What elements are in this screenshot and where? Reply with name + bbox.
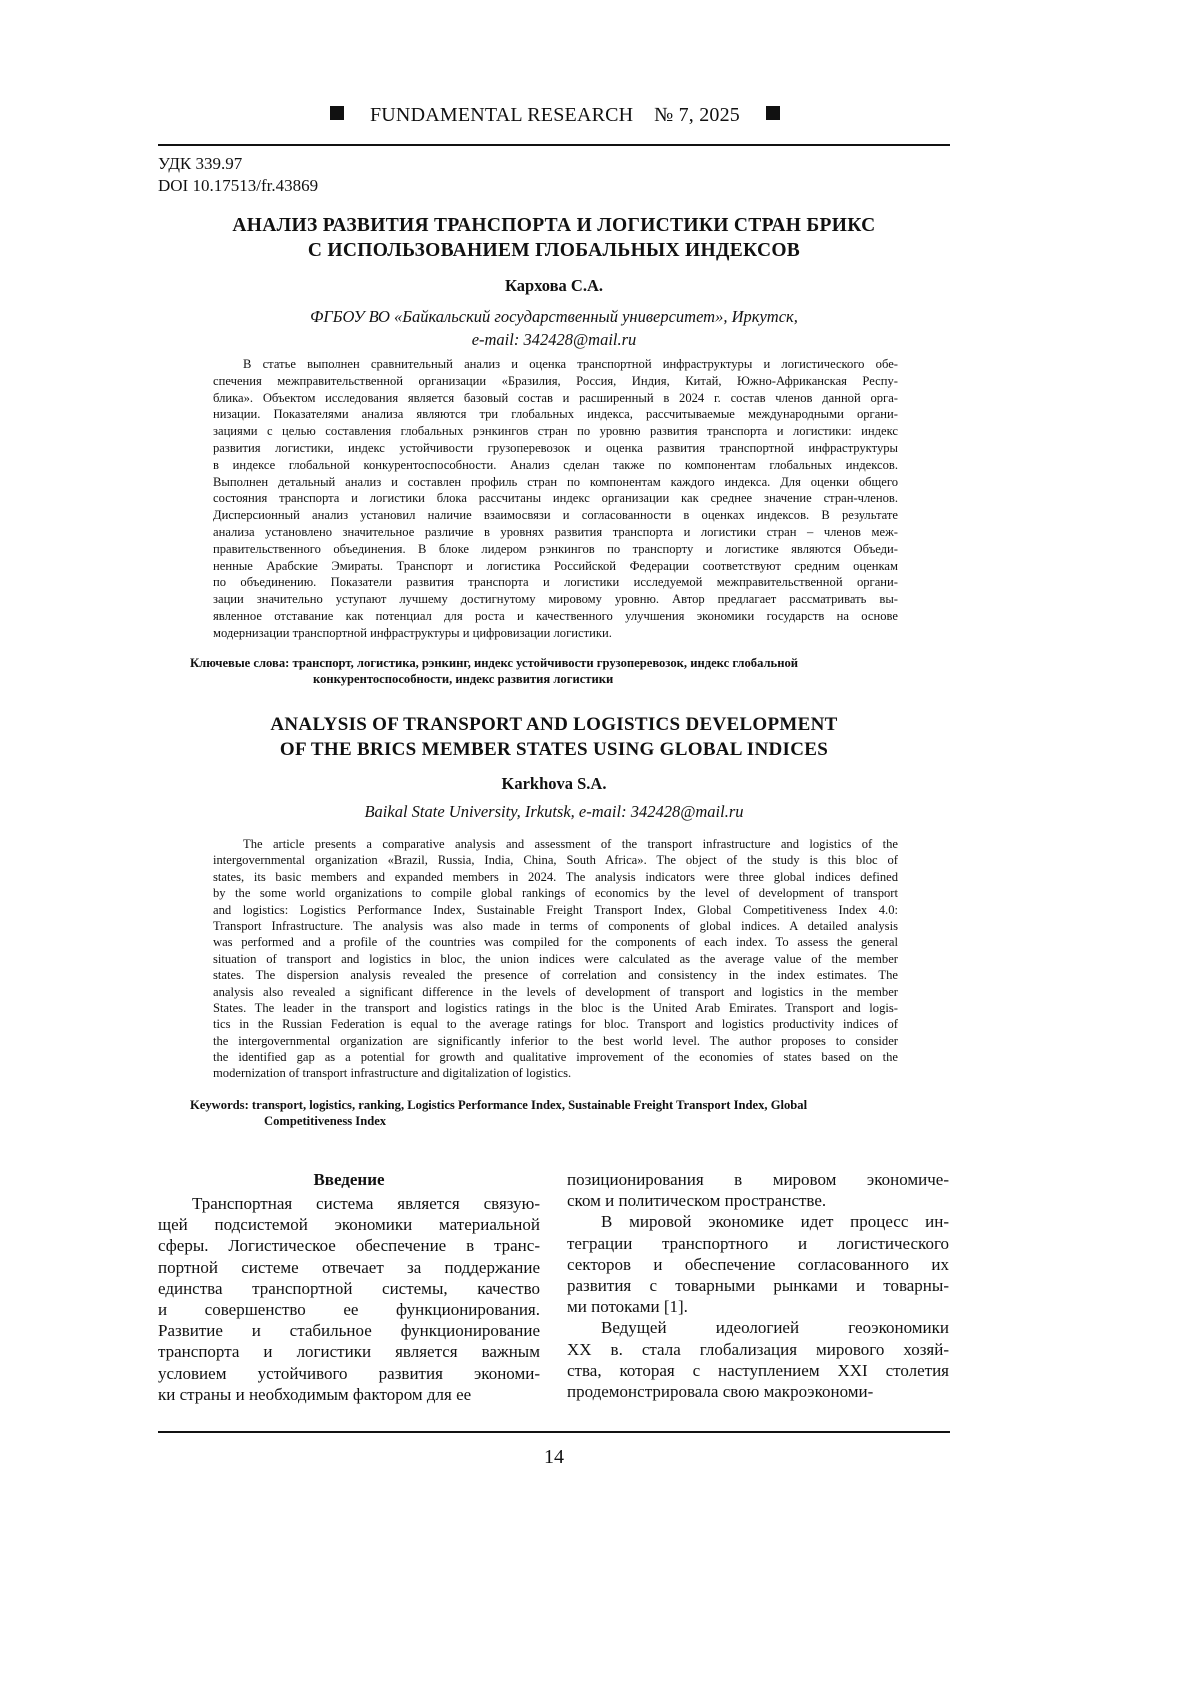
text-line: развития с товарными рынками и товарны- <box>567 1275 949 1296</box>
text-line: analysis also revealed a significant difference in the levels of development of transport and logistics in the member <box>213 984 898 1000</box>
text-line: анализа установлено значительное различие в уровнях развития транспорта и логистики стран – членов меж- <box>213 524 898 541</box>
ru-affiliation <box>158 305 950 351</box>
body-left-column <box>158 1169 540 1405</box>
text-line: Дисперсионный анализ установил наличие взаимосвязи и согласованности в оценках индексов. В результате <box>213 507 898 524</box>
ru-keywords-line: конкурентоспособности, индекс развития логистики <box>190 671 930 687</box>
text-line: Ведущей идеологией геоэкономики <box>567 1317 949 1338</box>
text-line: позиционирования в мировом экономиче- <box>567 1169 949 1190</box>
text-line: спечения межправительственной организации «Бразилия, Россия, Индия, Китай, Южно-Африканская Респу- <box>213 373 898 390</box>
en-keywords-line: Keywords: transport, logistics, ranking, Logistics Performance Index, Sustainable Freight Transport Index, Global <box>190 1097 930 1113</box>
body-right-column <box>567 1169 949 1402</box>
text-line: ми потоками [1]. <box>567 1296 949 1317</box>
text-line: and logistics: Logistics Performance Index, Sustainable Freight Transport Index, Global Competitiveness Index 4.0: <box>213 902 898 918</box>
en-affiliation: Baikal State University, Irkutsk, e-mail: 342428@mail.ru <box>158 800 950 823</box>
udc-code: УДК 339.97 <box>158 153 318 175</box>
text-line: the intergovernmental organization are significantly inferior to the best world level. The author proposes to consider <box>213 1033 898 1049</box>
issue-number: № 7, 2025 <box>654 104 740 126</box>
text-line: was performed and a profile of the countries was compiled for the components of each index. To assess the general <box>213 934 898 950</box>
text-line: низации. Показателями анализа являются три глобальных индекса, рассчитываемые международными органи- <box>213 406 898 423</box>
text-line: единства транспортной системы, качество <box>158 1278 540 1299</box>
en-abstract <box>213 836 898 1082</box>
text-line: продемонстрировала свою макроэкономи- <box>567 1381 949 1402</box>
text-line: В мировой экономике идет процесс ин- <box>567 1211 949 1232</box>
text-line: ском и политическом пространстве. <box>567 1190 949 1211</box>
ru-author: Кархова С.А. <box>158 276 950 296</box>
footer-rule <box>158 1431 950 1433</box>
en-author: Karkhova S.A. <box>158 774 950 794</box>
section-heading: Введение <box>158 1169 540 1193</box>
article-meta <box>158 153 318 197</box>
text-line: щей подсистемой экономики материальной <box>158 1214 540 1235</box>
text-line: сферы. Логистическое обеспечение в транс- <box>158 1235 540 1256</box>
text-line: States. The leader in the transport and logistics ratings in the bloc is the United Arab Emirates. Transport and logis- <box>213 1000 898 1016</box>
text-line: Transport Infrastructure. The analysis was also made in terms of components of global indices. A detailed analysis <box>213 918 898 934</box>
text-line: В статье выполнен сравнительный анализ и оценка транспортной инфраструктуры и логистического обе- <box>213 356 898 373</box>
ru-abstract <box>213 356 898 642</box>
square-bullet-icon <box>330 106 344 120</box>
ru-affiliation-line: ФГБОУ ВО «Байкальский государственный университет», Иркутск, <box>158 305 950 328</box>
ru-title <box>158 213 950 263</box>
text-line: The article presents a comparative analysis and assessment of the transport infrastructure and logistics of the <box>213 836 898 852</box>
en-keywords-line: Competitiveness Index <box>190 1113 930 1129</box>
doi: DOI 10.17513/fr.43869 <box>158 175 318 197</box>
text-line: блика». Объектом исследования является базовый состав и расширенный в 2024 г. состав членов данной орга- <box>213 390 898 407</box>
en-title-line: ANALYSIS OF TRANSPORT AND LOGISTICS DEVELOPMENT <box>158 712 950 737</box>
text-line: портной системе отвечает за поддержание <box>158 1257 540 1278</box>
text-line: развития логистики, индекс устойчивости грузоперевозок и оценка развития транспортной инфраструктуры <box>213 440 898 457</box>
text-line: states, its basic members and expanded members in 2024. The analysis indicators were three global indices defined <box>213 869 898 885</box>
text-line: по объединению. Показатели развития транспорта и логистики исследуемой межправительственной органи- <box>213 574 898 591</box>
ru-title-line: АНАЛИЗ РАЗВИТИЯ ТРАНСПОРТА И ЛОГИСТИКИ СТРАН БРИКС <box>158 213 950 238</box>
journal-name: FUNDAMENTAL RESEARCH <box>370 104 633 126</box>
text-line: правительственного объединения. В блоке лидером рэнкингов по транспорту и логистике являются Объеди- <box>213 541 898 558</box>
en-title-line: OF THE BRICS MEMBER STATES USING GLOBAL INDICES <box>158 737 950 762</box>
text-line: Развитие и стабильное функционирование <box>158 1320 540 1341</box>
text-line: зациями с целью составления глобальных рэнкингов стран по уровню развития транспорта и логистики: индекс <box>213 423 898 440</box>
ru-keywords <box>190 655 930 687</box>
text-line: tics in the Russian Federation is equal to the average ratings for bloc. Transport and logistics productivity indices of <box>213 1016 898 1032</box>
text-line: состояния транспорта и логистики блока рассчитаны индекс организации как среднее значение стран-членов. <box>213 490 898 507</box>
text-line: by the some world organizations to compile global rankings of economics by the level of development of transport <box>213 885 898 901</box>
text-line: в индексе глобальной конкурентоспособности. Анализ сделан также по компонентам глобальных индексов. <box>213 457 898 474</box>
en-title <box>158 712 950 762</box>
en-keywords <box>190 1097 930 1129</box>
ru-title-line: С ИСПОЛЬЗОВАНИЕМ ГЛОБАЛЬНЫХ ИНДЕКСОВ <box>158 238 950 263</box>
text-line: Транспортная система является связую- <box>158 1193 540 1214</box>
header-rule <box>158 144 950 146</box>
left-column-text <box>158 1193 540 1405</box>
text-line: транспорта и логистики является важным <box>158 1341 540 1362</box>
square-bullet-icon <box>766 106 780 120</box>
text-line: секторов и обеспечение согласованного их <box>567 1254 949 1275</box>
ru-email: e-mail: 342428@mail.ru <box>158 328 950 351</box>
text-line: ства, которая с наступлением XXI столетия <box>567 1360 949 1381</box>
text-line: модернизации транспортной инфраструктуры и цифровизации логистики. <box>213 625 898 642</box>
text-line: зации значительно уступают лучшему достигнутому мировому уровню. Автор предлагает рассматривать вы- <box>213 591 898 608</box>
text-line: Выполнен детальный анализ и составлен профиль стран по компонентам каждого индекса. Для оценки общего <box>213 474 898 491</box>
text-line: явленное отставание как потенциал для роста и качественного улучшения экономики государств на основе <box>213 608 898 625</box>
text-line: the identified gap as a potential for growth and qualitative improvement of the economies of states based on the <box>213 1049 898 1065</box>
ru-keywords-line: Ключевые слова: транспорт, логистика, рэнкинг, индекс устойчивости грузоперевозок, индекс глобальной <box>190 655 930 671</box>
text-line: и совершенство ее функционирования. <box>158 1299 540 1320</box>
text-line: situation of transport and logistics in bloc, the union indices were calculated as the average value of the member <box>213 951 898 967</box>
text-line: теграции транспортного и логистического <box>567 1233 949 1254</box>
text-line: XX в. стала глобализация мирового хозяй- <box>567 1339 949 1360</box>
text-line: условием устойчивого развития экономи- <box>158 1363 540 1384</box>
text-line: intergovernmental organization «Brazil, Russia, India, China, South Africa». The object of the study is this bloc of <box>213 852 898 868</box>
running-header <box>0 104 1110 127</box>
text-line: ненные Арабские Эмираты. Транспорт и логистика Российской Федерации соответствуют средним оценкам <box>213 558 898 575</box>
page-number: 14 <box>158 1446 950 1469</box>
text-line: ки страны и необходимым фактором для ее <box>158 1384 540 1405</box>
text-line: modernization of transport infrastructure and digitalization of logistics. <box>213 1065 898 1081</box>
text-line: states. The dispersion analysis revealed the presence of correlation and consistency in the index estimates. The <box>213 967 898 983</box>
